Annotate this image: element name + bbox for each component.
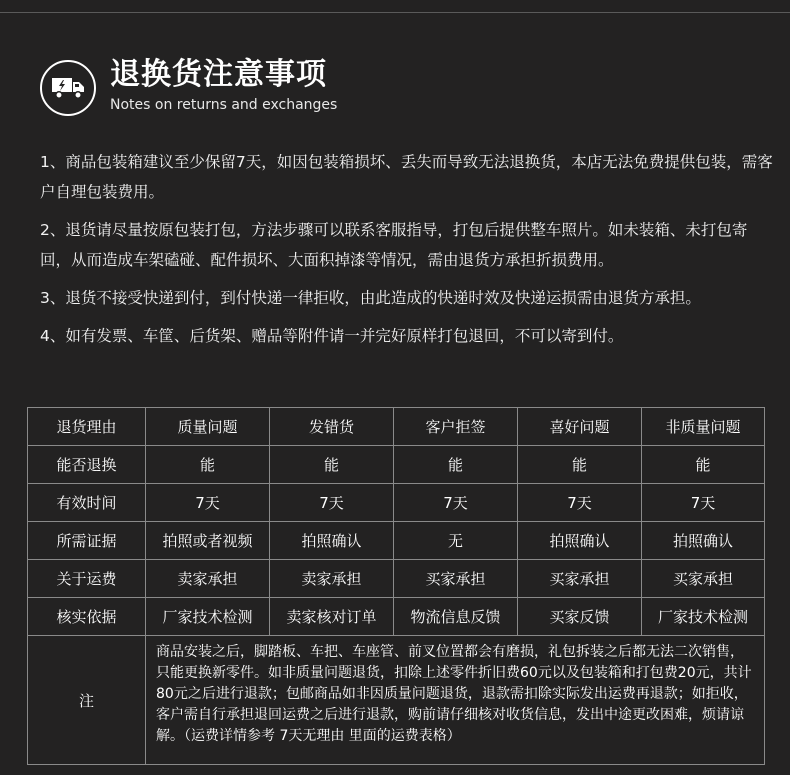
row-header-cell: 能否退换 (28, 446, 146, 484)
table-row (28, 598, 765, 636)
table-cell: 拍照确认 (642, 522, 765, 560)
delivery-truck-icon (40, 60, 96, 116)
table-cell: 拍照确认 (270, 522, 394, 560)
table-cell: 拍照确认 (518, 522, 642, 560)
row-header-cell: 退货理由 (28, 408, 146, 446)
table-cell: 能 (394, 446, 518, 484)
table-cell: 卖家承担 (146, 560, 270, 598)
return-policy-table (27, 407, 765, 765)
row-header-cell: 所需证据 (28, 522, 146, 560)
table-row (28, 560, 765, 598)
page-subtitle: Notes on returns and exchanges (110, 97, 338, 113)
table-cell: 喜好问题 (518, 408, 642, 446)
row-header-cell: 核实依据 (28, 598, 146, 636)
note-text-cell: 商品安装之后，脚踏板、车把、车座管、前叉位置都会有磨损，礼包拆装之后都无法二次销售，只能更换新零件。如非质量问题退货，扣除上述零件折旧费60元以及包装箱和打包费20元，共计80元之后进行退款；包邮商品如非因质量问题退货，退款需扣除实际发出运费再退款；如拒收，客户需自行承担退回运费之后进行退款，购前请仔细核对收货信息，发出中途更改困难，烦请谅解。（运费详情参考 7天无理由 里面的运费表格） (146, 636, 765, 765)
table-cell: 非质量问题 (642, 408, 765, 446)
note-item: 4、如有发票、车筐、后货架、赠品等附件请一并完好原样打包退回，不可以寄到付。 (40, 327, 624, 345)
table-cell: 7天 (518, 484, 642, 522)
table-cell: 无 (394, 522, 518, 560)
table-cell: 厂家技术检测 (642, 598, 765, 636)
table-cell: 质量问题 (146, 408, 270, 446)
table-cell: 卖家核对订单 (270, 598, 394, 636)
top-divider (0, 12, 790, 13)
note-item: 2、退货请尽量按原包装打包，方法步骤可以联系客服指导，打包后提供整车照片。如未装箱、未打包寄回，从而造成车架磕碰、配件损坏、大面积掉漆等情况，需由退货方承担折损费用。 (40, 221, 748, 269)
table-cell: 客户拒签 (394, 408, 518, 446)
table-cell: 发错货 (270, 408, 394, 446)
table-cell: 买家反馈 (518, 598, 642, 636)
table-row (28, 408, 765, 446)
table-row (28, 522, 765, 560)
notes-list (40, 147, 775, 359)
table-cell: 能 (518, 446, 642, 484)
note-item: 3、退货不接受快递到付，到付快递一律拒收，由此造成的快递时效及快递运损需由退货方承担。 (40, 289, 701, 307)
page-title: 退换货注意事项 (110, 57, 327, 92)
table-row-note (28, 636, 765, 765)
table-cell: 卖家承担 (270, 560, 394, 598)
table-cell: 买家承担 (394, 560, 518, 598)
table-row (28, 484, 765, 522)
table-cell: 7天 (394, 484, 518, 522)
table-cell: 能 (270, 446, 394, 484)
note-label-cell: 注 (28, 636, 146, 765)
table-cell: 拍照或者视频 (146, 522, 270, 560)
section-header (40, 58, 337, 116)
table-cell: 厂家技术检测 (146, 598, 270, 636)
table-cell: 7天 (146, 484, 270, 522)
row-header-cell: 关于运费 (28, 560, 146, 598)
table-cell: 能 (146, 446, 270, 484)
table-row (28, 446, 765, 484)
table-cell: 买家承担 (642, 560, 765, 598)
note-item: 1、商品包装箱建议至少保留7天，如因包装箱损坏、丢失而导致无法退换货，本店无法免费提供包装，需客户自理包装费用。 (40, 153, 773, 201)
table-cell: 物流信息反馈 (394, 598, 518, 636)
row-header-cell: 有效时间 (28, 484, 146, 522)
table-cell: 7天 (642, 484, 765, 522)
table-cell: 7天 (270, 484, 394, 522)
table-cell: 买家承担 (518, 560, 642, 598)
table-cell: 能 (642, 446, 765, 484)
